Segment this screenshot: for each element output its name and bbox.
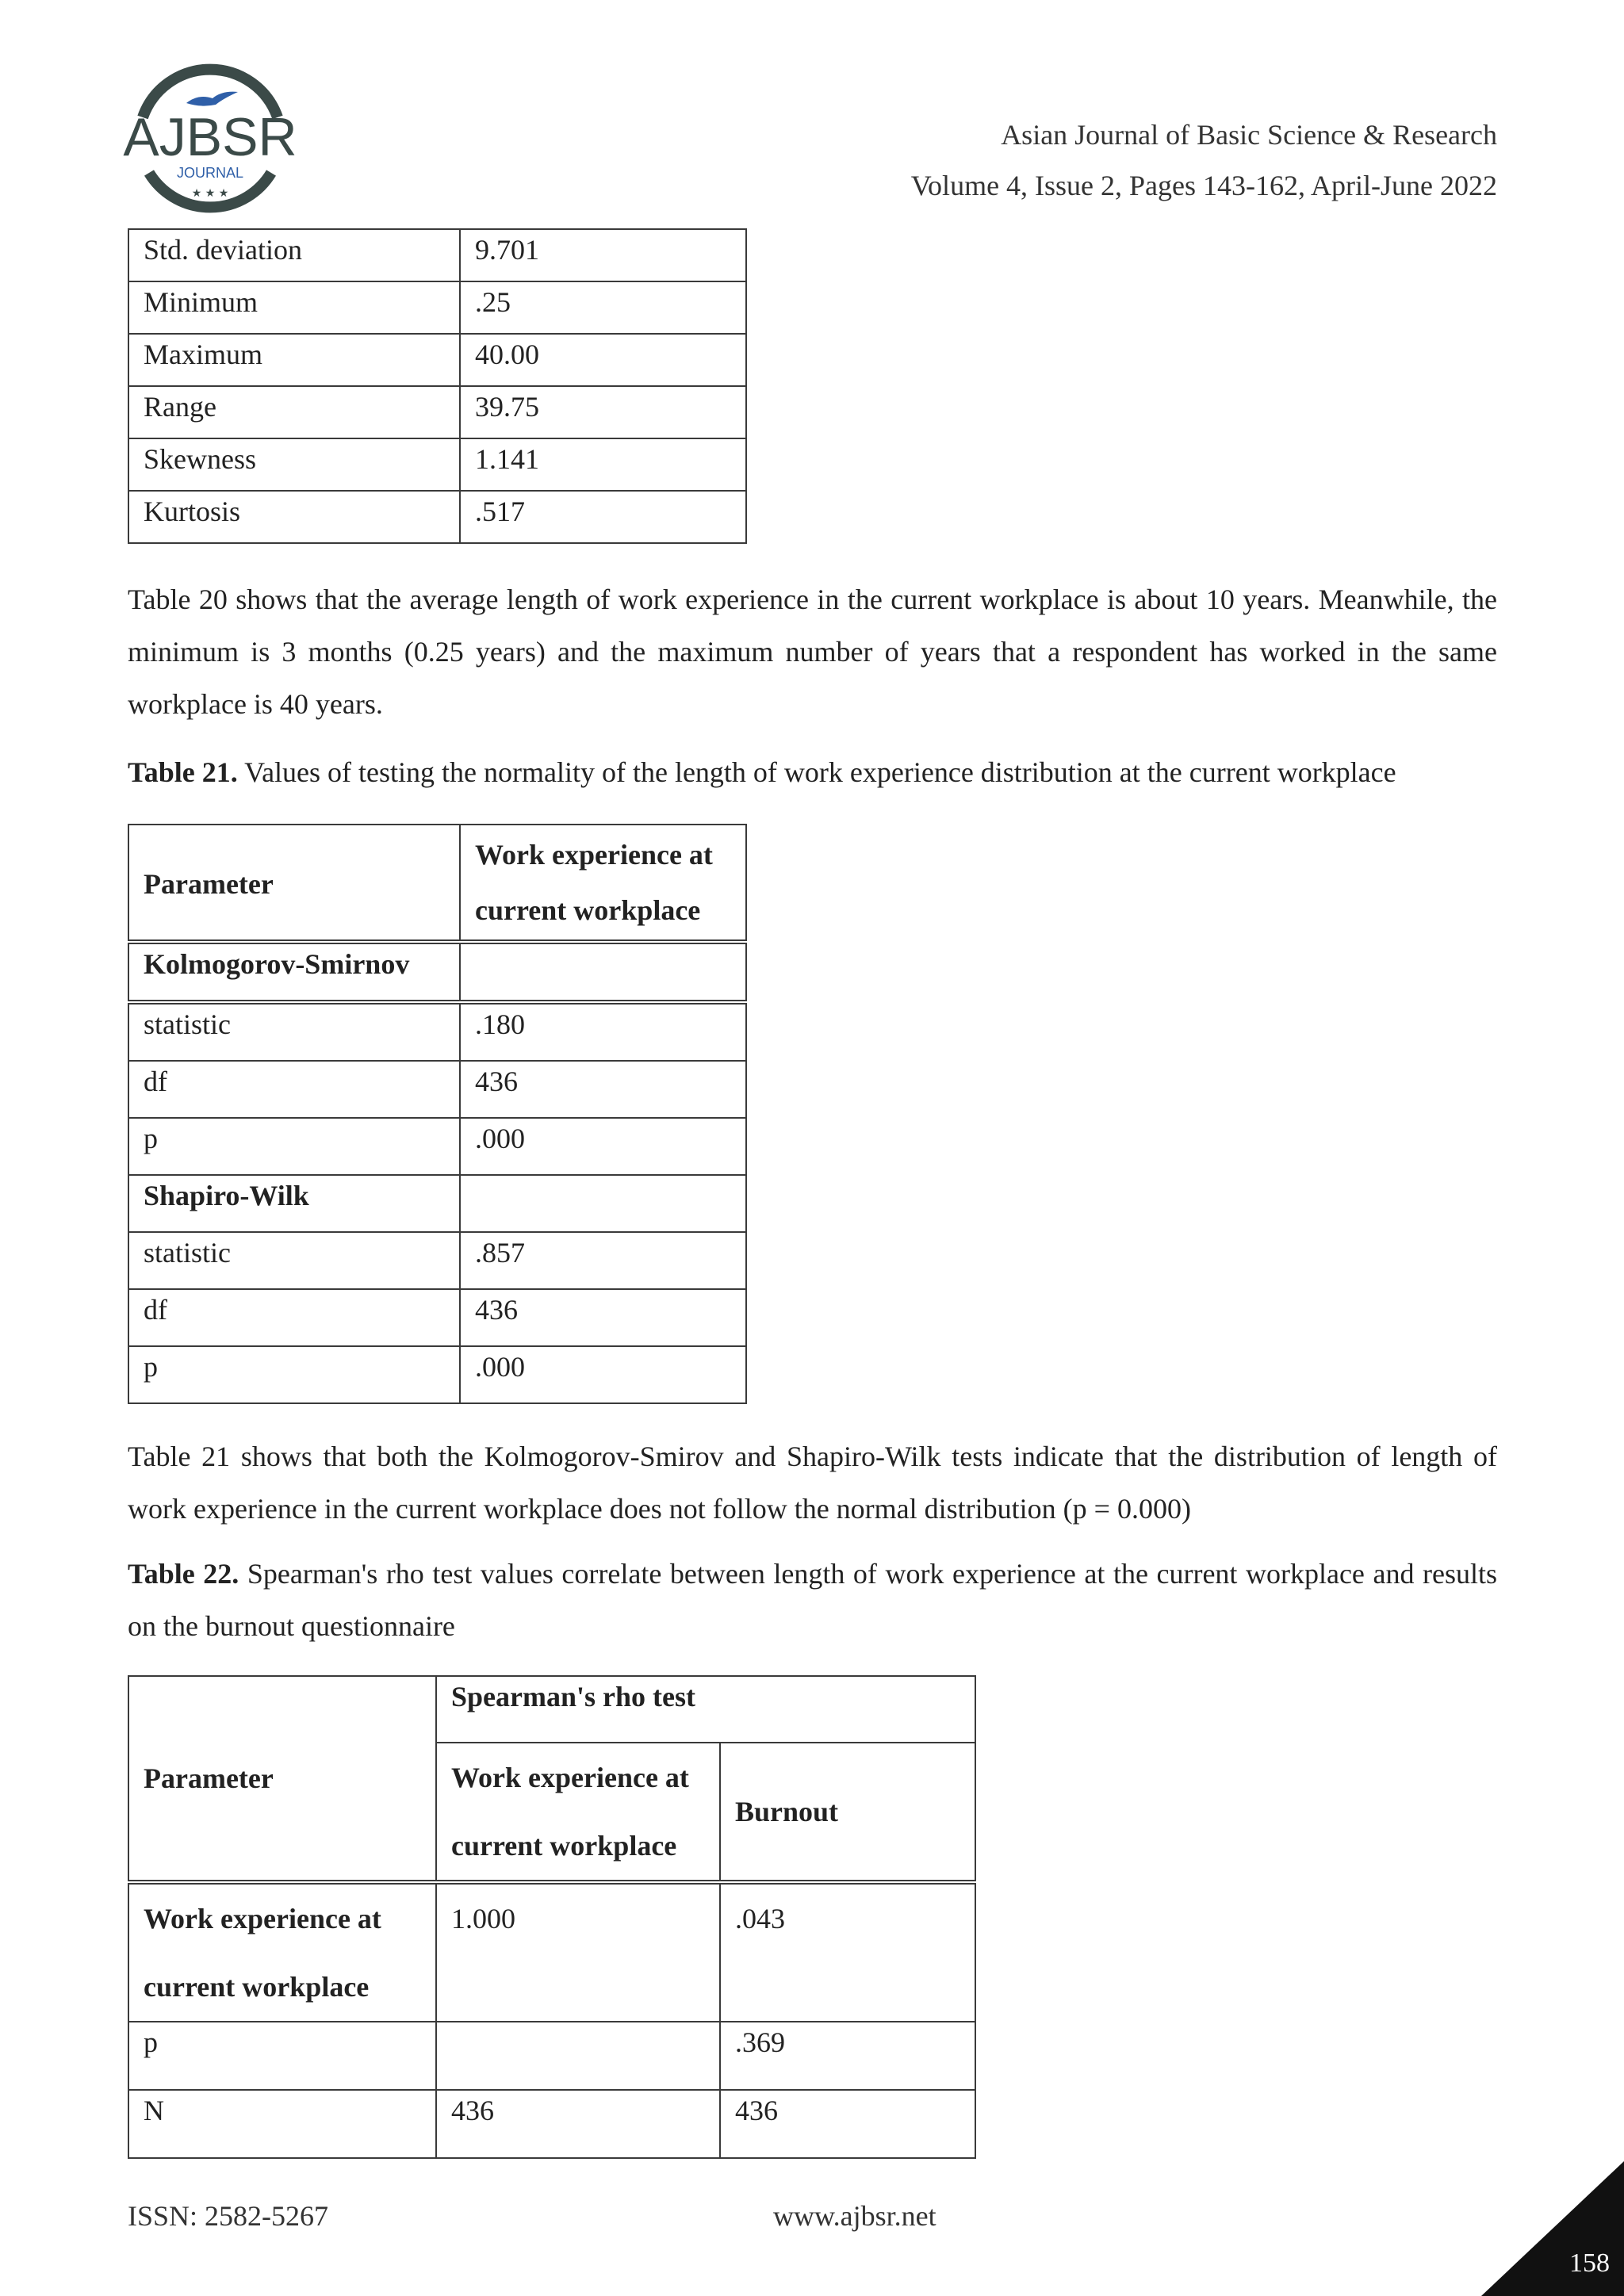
cell — [460, 942, 746, 1002]
cell: Minimum — [128, 281, 460, 334]
cell: Kurtosis — [128, 491, 460, 543]
table-row — [128, 1118, 746, 1175]
cell: N — [128, 2090, 436, 2158]
column-header: Burnout — [720, 1743, 975, 1882]
cell — [436, 2022, 720, 2090]
cell: statistic — [128, 1232, 460, 1289]
cell: Skewness — [128, 438, 460, 491]
caption-text: Spearman's rho test values correlate between length of work experience at the current workplace and results on the burnout questionnaire — [128, 1558, 1497, 1642]
table-row — [128, 1002, 746, 1061]
paragraph-table20: Table 20 shows that the average length of work experience in the current workplace is about 10 years. Meanwhile, the minimum is 3 months (0.25 years) and the maximum number of years that a respondent has worked in the same workplace is 40 years. — [128, 584, 1497, 720]
cell: 1.000 — [436, 1882, 720, 2022]
caption-table21 — [128, 746, 1497, 798]
row-header: Work experience at current workplace — [128, 1882, 436, 2022]
ajbsr-logo — [119, 62, 301, 220]
cell: .517 — [460, 491, 746, 543]
cell: Maximum — [128, 334, 460, 386]
section-row — [128, 942, 746, 1002]
bird-icon — [186, 92, 238, 106]
cell: p — [128, 1346, 460, 1403]
table-22 — [128, 1675, 976, 2159]
cell: .25 — [460, 281, 746, 334]
cell: 436 — [720, 2090, 975, 2158]
journal-volume: Volume 4, Issue 2, Pages 143-162, April-June 2022 — [910, 170, 1497, 201]
cell — [460, 1175, 746, 1232]
table-row — [128, 491, 746, 543]
cell: df — [128, 1061, 460, 1118]
column-header: Parameter — [128, 1676, 436, 1882]
table-row — [128, 334, 746, 386]
table-21 — [128, 824, 747, 1404]
svg-text:★ ★ ★: ★ ★ ★ — [191, 187, 229, 200]
svg-text:AJBSR: AJBSR — [123, 107, 297, 167]
group-header: Spearman's rho test — [436, 1676, 975, 1743]
caption-table22 — [128, 1548, 1497, 1652]
table-row — [128, 1346, 746, 1403]
cell: statistic — [128, 1002, 460, 1061]
cell: Std. deviation — [128, 229, 460, 281]
cell: .000 — [460, 1346, 746, 1403]
cell: df — [128, 1289, 460, 1346]
table-header-row — [128, 825, 746, 942]
table-20 — [128, 228, 747, 544]
section-label: Kolmogorov-Smirnov — [128, 942, 460, 1002]
table-row — [128, 1232, 746, 1289]
table-row — [128, 1061, 746, 1118]
page-number: 158 — [1569, 2248, 1610, 2278]
cell: Range — [128, 386, 460, 438]
cell: .857 — [460, 1232, 746, 1289]
table-row — [128, 229, 746, 281]
table-row — [128, 1882, 975, 2022]
cell: .043 — [720, 1882, 975, 2022]
journal-title: Asian Journal of Basic Science & Research — [1001, 119, 1497, 151]
cell: 436 — [460, 1061, 746, 1118]
cell: 39.75 — [460, 386, 746, 438]
table-row — [128, 386, 746, 438]
footer-website[interactable]: www.ajbsr.net — [773, 2200, 936, 2232]
paragraph-table21: Table 21 shows that both the Kolmogorov-Smirov and Shapiro-Wilk tests indicate that the distribution of length of work experience in the current workplace does not follow the normal distribution (p = 0.000) — [128, 1441, 1497, 1525]
cell: .369 — [720, 2022, 975, 2090]
cell: p — [128, 2022, 436, 2090]
caption-label: Table 21. — [128, 756, 238, 788]
caption-text: Values of testing the normality of the length of work experience distribution at the current workplace — [237, 756, 1396, 788]
cell: p — [128, 1118, 460, 1175]
column-header: Work experience at current workplace — [460, 825, 746, 942]
table-row — [128, 2090, 975, 2158]
column-header: Parameter — [128, 825, 460, 942]
cell: 436 — [460, 1289, 746, 1346]
table-row — [128, 1289, 746, 1346]
cell: .180 — [460, 1002, 746, 1061]
svg-text:JOURNAL: JOURNAL — [176, 165, 244, 181]
section-row — [128, 1175, 746, 1232]
cell: .000 — [460, 1118, 746, 1175]
cell: 40.00 — [460, 334, 746, 386]
caption-label: Table 22. — [128, 1558, 239, 1590]
journal-header — [911, 109, 1497, 211]
table-row — [128, 2022, 975, 2090]
table-header-row — [128, 1676, 975, 1743]
footer-issn: ISSN: 2582-5267 — [128, 2200, 329, 2232]
table-row — [128, 438, 746, 491]
column-header: Work experience at current workplace — [436, 1743, 720, 1882]
table-row — [128, 281, 746, 334]
cell: 9.701 — [460, 229, 746, 281]
cell: 1.141 — [460, 438, 746, 491]
section-label: Shapiro-Wilk — [128, 1175, 460, 1232]
cell: 436 — [436, 2090, 720, 2158]
